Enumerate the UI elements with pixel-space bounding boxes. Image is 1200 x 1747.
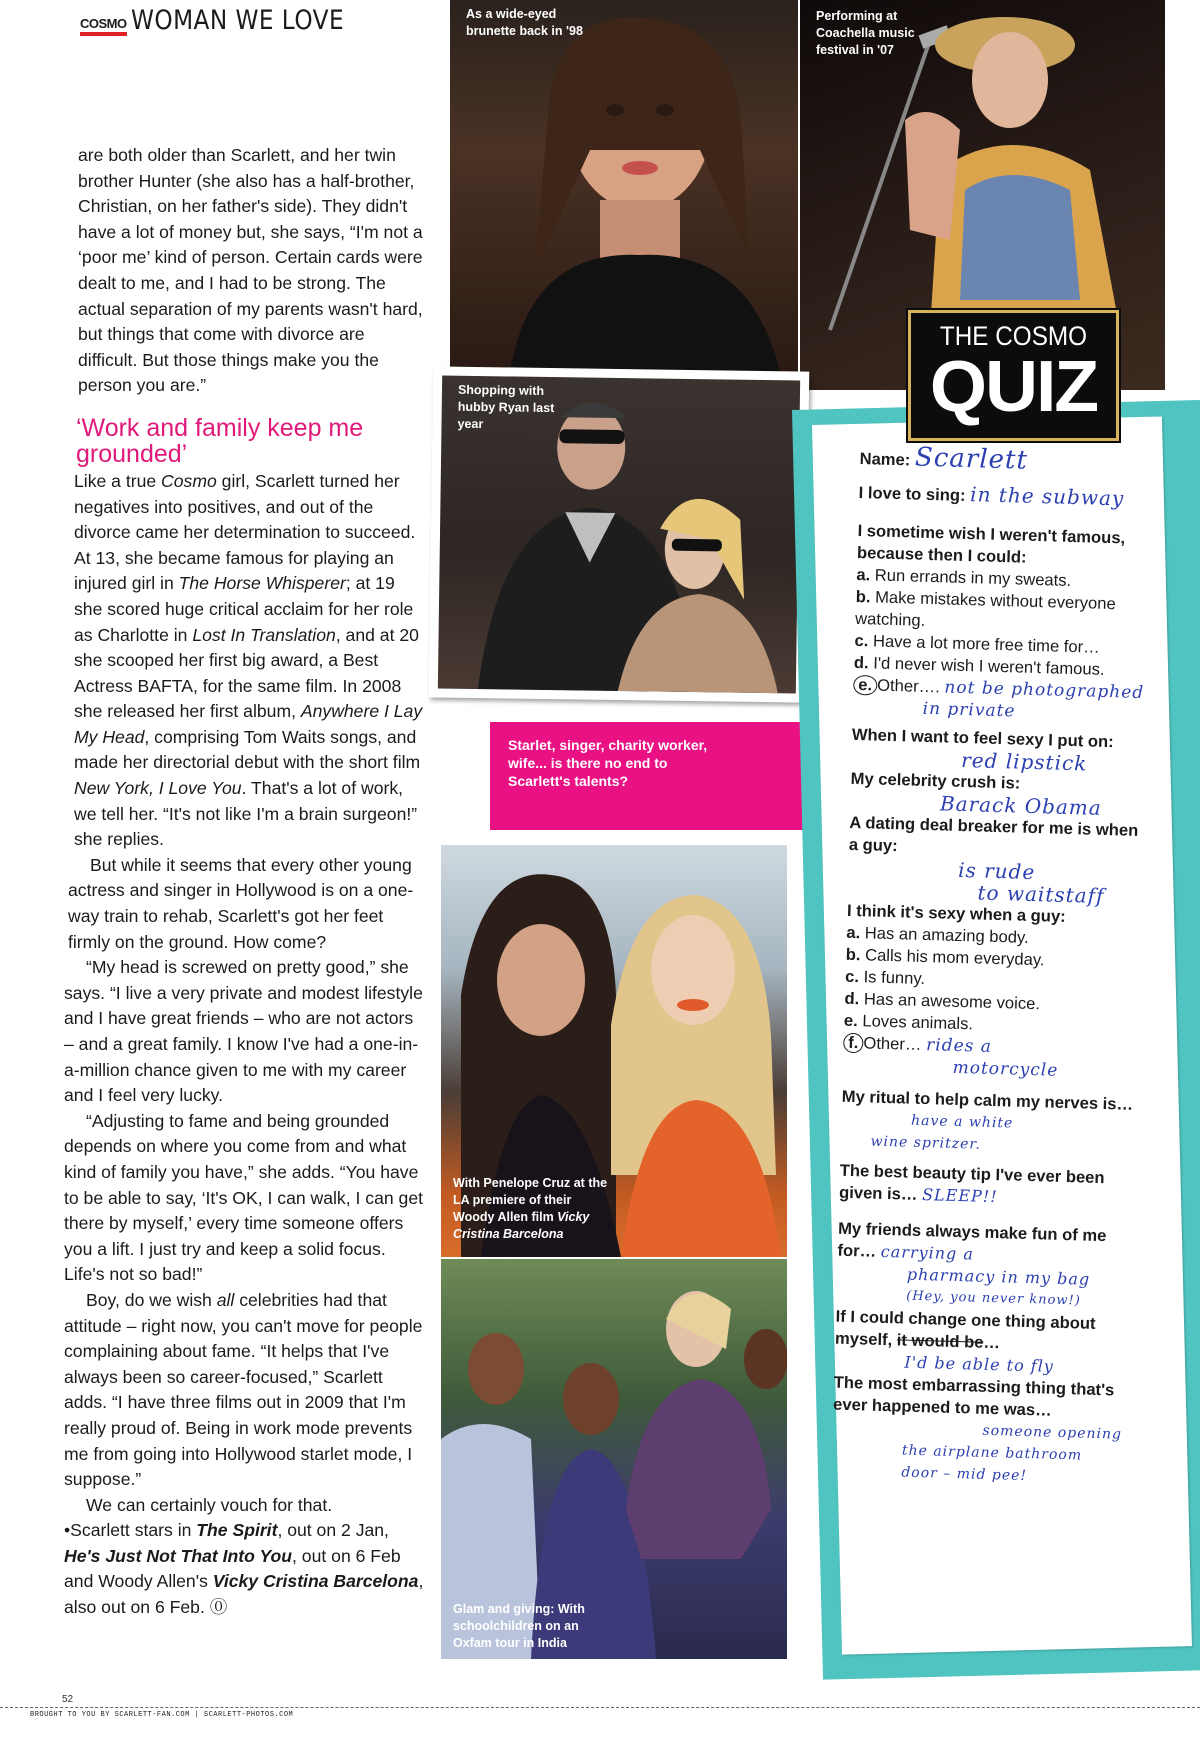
footer-divider	[0, 1707, 1200, 1708]
photo-oxfam-india	[441, 1259, 787, 1659]
option-text: Calls his mom everyday.	[860, 945, 1045, 970]
option-letter: b.	[855, 586, 871, 607]
text-italic: Cosmo	[161, 470, 217, 491]
film-title: The Spirit	[196, 1520, 278, 1541]
article-paragraph-2	[74, 469, 426, 853]
quiz-change-answer: I'd be able to fly	[904, 1352, 1055, 1376]
quiz-friends-text: My friends always make fun of me for…	[837, 1218, 1107, 1261]
quiz-change-ellipsis: …	[983, 1332, 1001, 1353]
quiz-friends-label	[837, 1218, 1138, 1270]
text-italic: Lost In Translation	[192, 624, 336, 645]
quiz-sing-answer: in the subway	[969, 482, 1125, 511]
option-text: Has an amazing body.	[859, 923, 1029, 947]
quiz-logo-title: QUIZ	[929, 347, 1098, 427]
article-column	[64, 143, 426, 1621]
quiz-famous-question: I sometime wish I weren't famous, because then I could:	[856, 520, 1126, 567]
text-run: Like a true	[74, 470, 162, 491]
quiz-beauty-answer: SLEEP!!	[921, 1185, 998, 1207]
quiz-embarrassing-answer-1: someone opening	[982, 1422, 1123, 1443]
option-text: Other…	[863, 1033, 922, 1054]
text-run: Boy, do we wish	[86, 1289, 217, 1310]
quiz-deal-label: A dating deal breaker for me is when a guy:	[848, 812, 1139, 856]
option-text: Loves animals.	[857, 1011, 974, 1034]
film-title: He's Just Not That Into You	[64, 1545, 293, 1566]
caption-penelope-text: With Penelope Cruz at the LA premiere of their Woody Allen film	[453, 1176, 608, 1224]
page-number: 52	[62, 1694, 74, 1705]
article-paragraph-5: “Adjusting to fame and being grounded depends on where you come from and what kind of family you have,” she adds. “You have to be able to say, ‘It's OK, I can walk, I can get there by myself,’ every time someone offers you a lift. I just try and keep a solid focus. Life's not so bad!”	[64, 1110, 423, 1285]
quiz-name-answer: Scarlett	[914, 442, 1029, 476]
option-text: Have a lot more free time for…	[868, 631, 1101, 657]
quiz-change-text: If I could change one thing about myself,	[834, 1306, 1096, 1350]
quiz-famous-answer-1: not be photographed	[944, 677, 1145, 704]
article-subheading: ‘Work and family keep me grounded’	[76, 413, 364, 468]
text-run: , comprising Tom Waits songs, and made her directorial debut with the short film	[74, 726, 421, 773]
quiz-friends-answer-3: (Hey, you never know!)	[906, 1288, 1082, 1309]
quiz-ritual-answer-2: wine spritzer.	[870, 1133, 982, 1153]
option-text: Run errands in my sweats.	[869, 565, 1072, 590]
footer-credit: BROUGHT TO YOU BY SCARLETT-FAN.COM | SCARLETT-PHOTOS.COM	[30, 1711, 294, 1719]
caption-brunette: As a wide-eyed brunette back in '98	[466, 7, 583, 38]
text-italic: Anywhere I Lay My Head	[74, 701, 423, 747]
section-title: WOMAN WE LOVE	[130, 5, 344, 36]
option-letter: c.	[854, 630, 869, 651]
option-letter: d.	[853, 652, 869, 673]
quiz-body	[831, 442, 1160, 1490]
quiz-guy-question: I think it's sexy when a guy:	[846, 900, 1066, 926]
option-letter: b.	[845, 944, 861, 965]
quiz-sexy-answer: red lipstick	[960, 747, 1088, 776]
article-paragraph-1: are both older than Scarlett, and her twin brother Hunter (she also has a half-brother, Christian, on her father's side). They didn't have a lot of money but, she says, “I'm not a ‘poor me’ kind of person. Certain cards were dealt to me, and I had to be strong. The actual separation of my parents wasn't hard, but things that come with divorce are difficult. But those things make you the person you are.”	[78, 145, 423, 396]
film-title: Vicky Cristina Barcelona	[212, 1571, 419, 1592]
quiz-change-struck-text: it would be	[896, 1330, 984, 1352]
option-letter: c.	[844, 966, 860, 987]
article-paragraph-4: “My head is screwed on pretty good,” she says. “I live a very private and modest lifestyle and I have great friends – who are not actors – and a great family. I know I've had a one-in-a-million chance given to me with my career and I feel very lucky.	[64, 957, 423, 1106]
caption-penelope	[453, 1175, 613, 1243]
quiz-change-label	[835, 1306, 1136, 1358]
text-run: celebrities had that attitude – right now, you can't move for people complaining about fame. “It helps that I've always been so career-focused,” Scarlett adds. “I have three films out in 2009 that I'm really proud of. Being in work mode prevents me from going into Hollywood starlet mode, I suppose.”	[64, 1289, 423, 1490]
photo-brunette-98	[450, 0, 798, 372]
text-run: ; at 19 she scored huge critical acclaim for her role as Charlotte in	[74, 573, 414, 645]
quiz-logo-subtitle: THE COSMO	[939, 321, 1088, 351]
text-run: , also out on 6 Feb. ⓪	[64, 1571, 424, 1618]
article-paragraph-3: But while it seems that every other young actress and singer in Hollywood is on a one-way train to rehab, Scarlett's got her feet firmly on the ground. How come?	[68, 854, 414, 952]
quiz-guy-answer-1: rides a	[925, 1035, 993, 1057]
caption-coachella: Performing at Coachella music festival in '07	[816, 9, 915, 57]
text-italic: The Horse Whisperer	[178, 573, 346, 594]
quiz-famous-answer-2: in private	[922, 698, 1016, 722]
quiz-ritual-answer-1: have a white	[910, 1112, 1014, 1132]
quiz-name-label: Name:	[859, 448, 911, 470]
photo-shopping-ryan	[429, 366, 810, 702]
option-letter: a.	[856, 564, 871, 585]
text-run: , and at 20 she scooped her first big award, a Best Actress BAFTA, for the same film. In 2008 she released her first album,	[74, 624, 419, 722]
quiz-embarrassing-label: The most embarrassing thing that's ever happened to me was…	[832, 1372, 1115, 1420]
quiz-crush-label: My celebrity crush is:	[850, 768, 1021, 793]
text-italic: all	[216, 1289, 235, 1310]
option-text: Is funny.	[858, 967, 926, 989]
option-text: Make mistakes without everyone watching.	[854, 587, 1117, 630]
caption-penelope-film: Vicky Cristina Barcelona	[453, 1210, 590, 1241]
article-paragraph-6	[64, 1288, 426, 1493]
text-run: , out on 2 Jan,	[277, 1520, 389, 1541]
band-caption: Starlet, singer, charity worker, wife... is there no end to Scarlett's talents?	[508, 737, 708, 789]
quiz-sexy-label: When I want to feel sexy I put on:	[851, 724, 1114, 752]
photo-penelope-cruz	[441, 845, 787, 1257]
option-text: I'd never wish I weren't famous.	[868, 653, 1105, 679]
circled-option-letter: e.	[853, 675, 877, 696]
option-letter: a.	[846, 922, 861, 943]
quiz-friends-answer-2: pharmacy in my bag	[906, 1264, 1091, 1289]
quiz-sing-label: I love to sing:	[858, 482, 966, 505]
quiz-beauty-text: The best beauty tip I've ever been given is…	[838, 1160, 1105, 1204]
text-run: •Scarlett stars in	[64, 1520, 197, 1541]
text-run: , out on 6 Feb and Woody Allen's	[64, 1545, 401, 1592]
circled-option-letter: f.	[843, 1033, 864, 1054]
section-header	[80, 6, 378, 36]
quiz-beauty-label	[839, 1160, 1140, 1212]
option-letter: d.	[844, 988, 860, 1009]
quiz-embarrassing-answer-2: the airplane bathroom	[901, 1442, 1083, 1464]
caption-shopping: Shopping with hubby Ryan last year	[457, 382, 555, 432]
article-paragraph-7: We can certainly vouch for that.	[86, 1494, 333, 1515]
photo-portrait-art	[450, 0, 798, 372]
text-run: girl, Scarlett turned her negatives into positives, and out of the divorce came her determination to succeed. At 13, she became famous for playing an injured girl in	[74, 470, 416, 594]
quiz-embarrassing-answer-3: door – mid pee!	[901, 1464, 1028, 1485]
brand-logo: COSMO	[80, 16, 127, 36]
caption-oxfam: Glam and giving: With schoolchildren on an Oxfam tour in India	[453, 1602, 585, 1650]
text-run: . That's a lot of work, we tell her. “It's not like I'm a brain surgeon!” she replies.	[74, 778, 418, 850]
quiz-ritual-label: My ritual to help calm my nerves is…	[841, 1086, 1134, 1114]
photo-schoolchildren-art	[441, 1259, 787, 1659]
text-italic: New York, I Love You	[74, 778, 242, 799]
quiz-deal-answer-2: to waitstaff	[977, 880, 1105, 908]
quiz-logo	[908, 310, 1119, 441]
option-letter: e.	[843, 1010, 859, 1031]
quiz-friends-answer-1: carrying a	[880, 1241, 975, 1264]
option-text: Has an awesome voice.	[859, 989, 1041, 1014]
quiz-deal-answer-1: is rude	[957, 857, 1036, 885]
article-release-note	[64, 1518, 426, 1620]
option-text: Other….	[876, 675, 941, 697]
quiz-guy-answer-2: motorcycle	[952, 1057, 1059, 1081]
quiz-crush-answer: Barack Obama	[939, 791, 1103, 820]
